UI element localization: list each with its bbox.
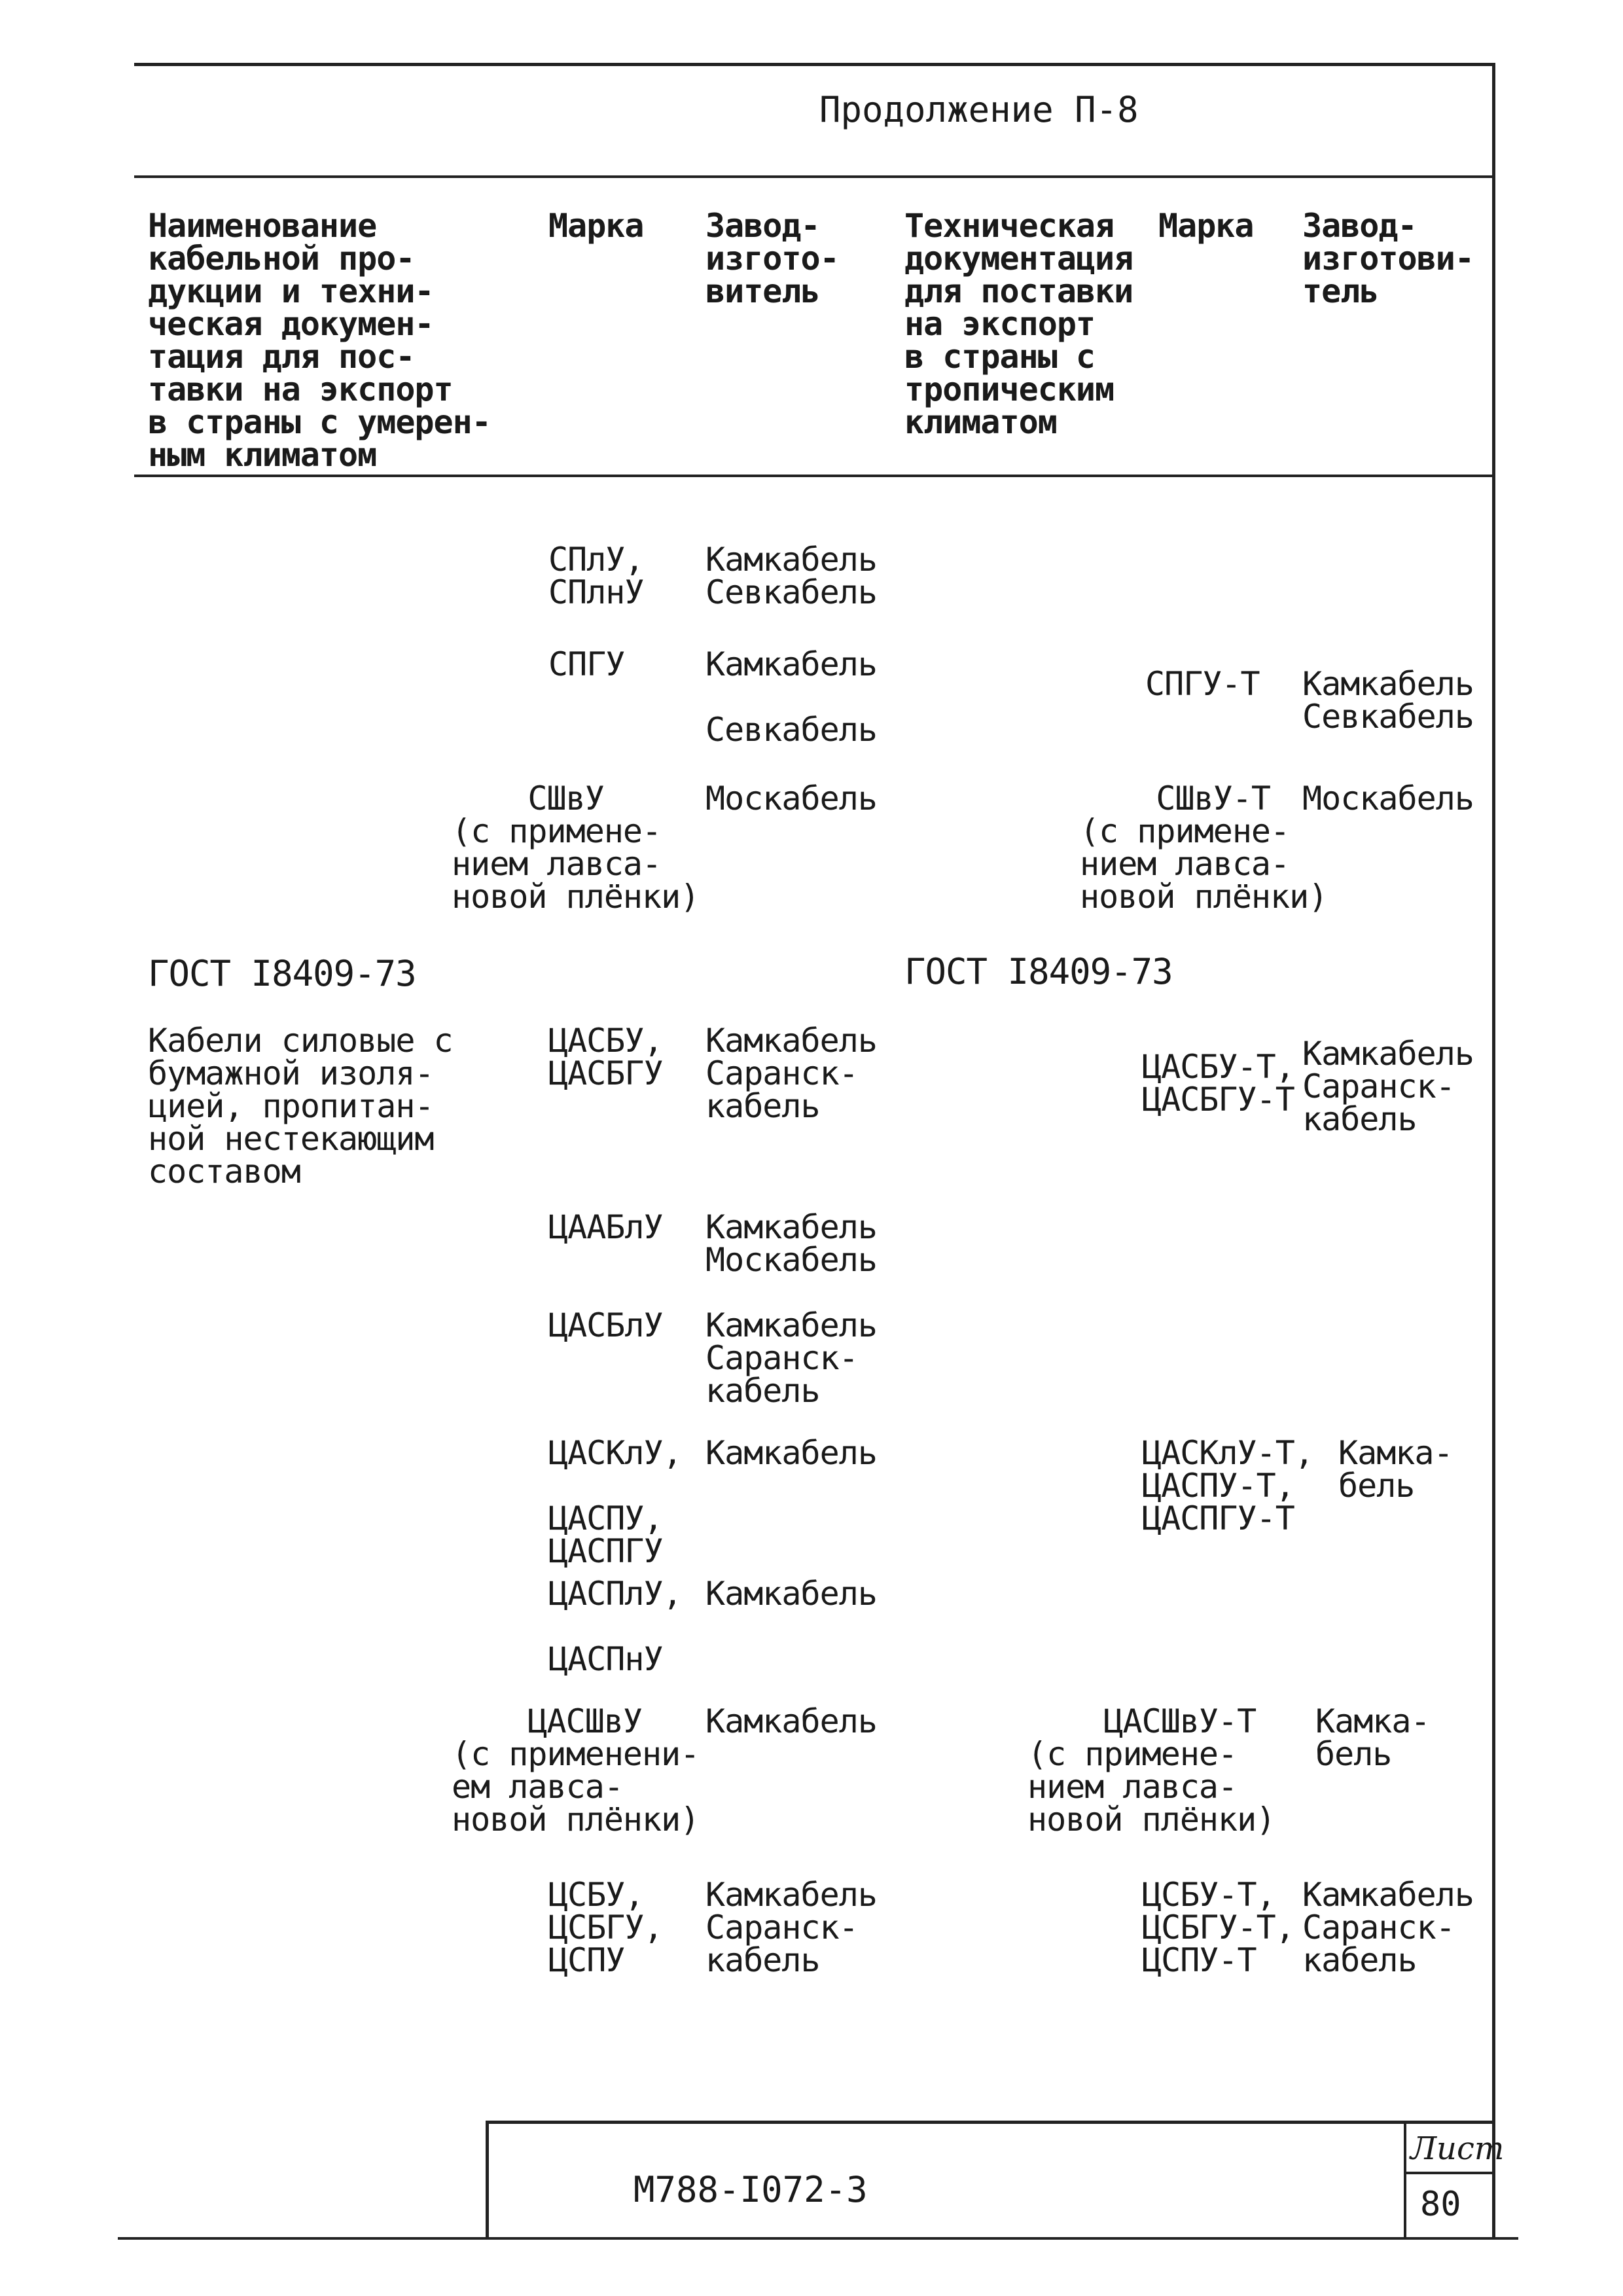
column-header-name: Наименование кабельной про- дукции и техни- ческая докумен- тация для пос- тавки на экспорт в страны с умерен- ным климатом bbox=[148, 207, 491, 474]
row7-plant: Камкабель bbox=[705, 1434, 877, 1472]
column-header-mark: Марка bbox=[548, 207, 644, 245]
row9-plant: Камкабель bbox=[705, 1702, 877, 1740]
column-header-plant: Завод- изгото- витель bbox=[705, 207, 839, 310]
row3-mark-tropical: СШвУ-Т (с примене- нием лавса- новой плёнки) bbox=[1080, 780, 1328, 916]
row9-plant-tropical: Камка- бель bbox=[1315, 1702, 1430, 1773]
row2-mark-tropical: СПГУ-Т bbox=[1145, 665, 1260, 703]
row8-plant: Камкабель bbox=[705, 1575, 877, 1613]
header-divider bbox=[134, 175, 1495, 178]
sheet-number: 80 bbox=[1420, 2185, 1461, 2224]
row4-plant-tropical: Камкабель Саранск- кабель bbox=[1302, 1035, 1474, 1138]
continuation-title: Продолжение П-8 bbox=[819, 89, 1139, 130]
row9-mark: ЦАСШвУ (с применени- ем лавса- новой плёнки) bbox=[452, 1702, 700, 1839]
row10-plant-tropical: Камкабель Саранск- кабель bbox=[1302, 1876, 1474, 1979]
sheet-label: Лист bbox=[1410, 2130, 1505, 2167]
sheet-box-middle bbox=[1404, 2172, 1495, 2174]
row4-name: Кабели силовые с бумажной изоля- цией, пропитан- ной нестекающим составом bbox=[148, 1022, 453, 1191]
row4-plant: Камкабель Саранск- кабель bbox=[705, 1022, 877, 1125]
right-border bbox=[1492, 65, 1495, 2238]
sheet-box-divider bbox=[1404, 2121, 1406, 2237]
row2-plant: Камкабель Севкабель bbox=[705, 645, 877, 749]
row7-mark-tropical: ЦАСКлУ-Т, ЦАСПУ-Т, ЦАСПГУ-Т bbox=[1142, 1434, 1313, 1537]
row10-mark: ЦСБУ, ЦСБГУ, ЦСПУ bbox=[548, 1876, 663, 1979]
row4-mark-tropical: ЦАСБУ-Т, ЦАСБГУ-Т bbox=[1142, 1048, 1294, 1119]
row7-plant-tropical: Камка- бель bbox=[1338, 1434, 1453, 1505]
row9-mark-tropical: ЦАСШвУ-Т (с примене- нием лавса- новой плёнки) bbox=[1027, 1702, 1275, 1839]
row5-plant: Камкабель Москабель bbox=[705, 1208, 877, 1279]
column-header-plant-tropical: Завод- изготови- тель bbox=[1302, 207, 1474, 310]
gost-right: ГОСТ I8409-73 bbox=[904, 951, 1173, 992]
row2-mark: СПГУ bbox=[548, 645, 625, 683]
row3-mark: СШвУ (с примене- нием лавса- новой плёнки) bbox=[452, 780, 700, 916]
row3-plant-tropical: Москабель bbox=[1302, 780, 1474, 817]
row5-mark: ЦААБлУ bbox=[548, 1208, 663, 1246]
row3-plant: Москабель bbox=[705, 780, 877, 817]
document-number: М788-I072-3 bbox=[633, 2169, 868, 2210]
row4-mark: ЦАСБУ, ЦАСБГУ bbox=[548, 1022, 663, 1092]
row1-plant: Камкабель Севкабель bbox=[705, 541, 877, 611]
row10-mark-tropical: ЦСБУ-Т, ЦСБГУ-Т, ЦСПУ-Т bbox=[1142, 1876, 1294, 1979]
row7-mark: ЦАСКлУ, ЦАСПУ, ЦАСПГУ bbox=[548, 1434, 682, 1570]
top-border bbox=[134, 63, 1495, 66]
row2-plant-tropical: Камкабель Севкабель bbox=[1302, 665, 1474, 736]
footer-top-line bbox=[488, 2121, 1495, 2124]
columns-divider bbox=[134, 475, 1495, 477]
column-header-mark-tropical: Марка bbox=[1158, 207, 1254, 245]
row1-mark: СПлУ, СПлнУ bbox=[548, 541, 644, 611]
row6-plant: Камкабель Саранск- кабель bbox=[705, 1306, 877, 1410]
row8-mark: ЦАСПлУ, ЦАСПнУ bbox=[548, 1575, 682, 1678]
row10-plant: Камкабель Саранск- кабель bbox=[705, 1876, 877, 1979]
footer-bottom-line bbox=[118, 2237, 1518, 2240]
row6-mark: ЦАСБлУ bbox=[548, 1306, 663, 1344]
footer-left-line bbox=[486, 2121, 489, 2237]
gost-left: ГОСТ I8409-73 bbox=[148, 953, 416, 994]
column-header-tech: Техническая документация для поставки на экспорт в страны с тропическим климатом bbox=[904, 207, 1133, 441]
